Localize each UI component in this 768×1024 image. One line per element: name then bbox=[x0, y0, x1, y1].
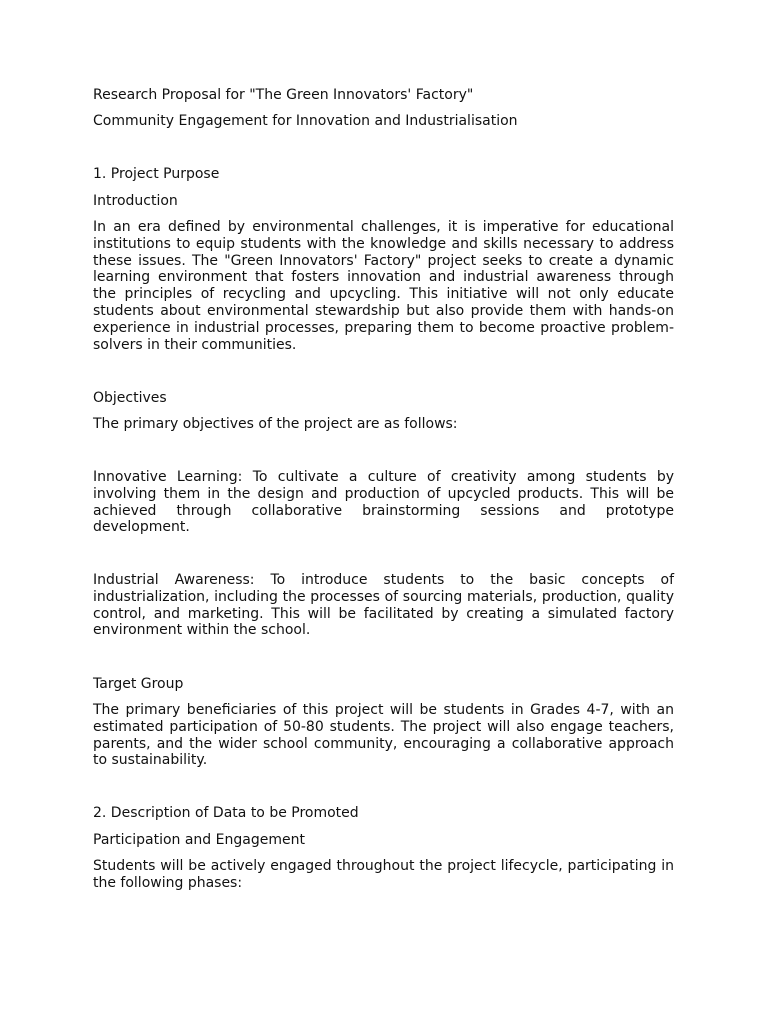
objective-innovative-learning: Innovative Learning: To cultivate a culture of creativity among students by involving them in the design and production of upcycled products. This will be achieved through collaborative brainstorming sessions and prototype development. bbox=[93, 469, 674, 536]
objective-industrial-awareness: Industrial Awareness: To introduce students to the basic concepts of industrialization, including the processes of sourcing materials, production, quality control, and marketing. This will be facilitated by creating a simulated factory environment within the school. bbox=[93, 572, 674, 639]
target-group-heading: Target Group bbox=[93, 676, 184, 692]
section-1-heading: 1. Project Purpose bbox=[93, 166, 220, 182]
section-2-heading: 2. Description of Data to be Promoted bbox=[93, 805, 359, 821]
objectives-intro: The primary objectives of the project are as follows: bbox=[93, 416, 458, 432]
participation-paragraph: Students will be actively engaged throughout the project lifecycle, participating in the following phases: bbox=[93, 858, 674, 891]
document-subtitle: Community Engagement for Innovation and Industrialisation bbox=[93, 113, 518, 129]
target-group-paragraph: The primary beneficiaries of this project will be students in Grades 4-7, with an estimated participation of 50-80 students. The project will also engage teachers, parents, and the wider school community, encouraging a collaborative approach to sustainability. bbox=[93, 702, 674, 769]
introduction-heading: Introduction bbox=[93, 193, 178, 209]
document-title: Research Proposal for "The Green Innovators' Factory" bbox=[93, 87, 474, 103]
participation-heading: Participation and Engagement bbox=[93, 832, 305, 848]
introduction-paragraph: In an era defined by environmental challenges, it is imperative for educational institutions to equip students with the knowledge and skills necessary to address these issues. The "Green Innovators' Factory" project seeks to create a dynamic learning environment that fosters innovation and industrial awareness through the principles of recycling and upcycling. This initiative will not only educate students about environmental stewardship but also provide them with hands-on experience in industrial processes, preparing them to become proactive problem-solvers in their communities. bbox=[93, 219, 674, 353]
objectives-heading: Objectives bbox=[93, 390, 167, 406]
